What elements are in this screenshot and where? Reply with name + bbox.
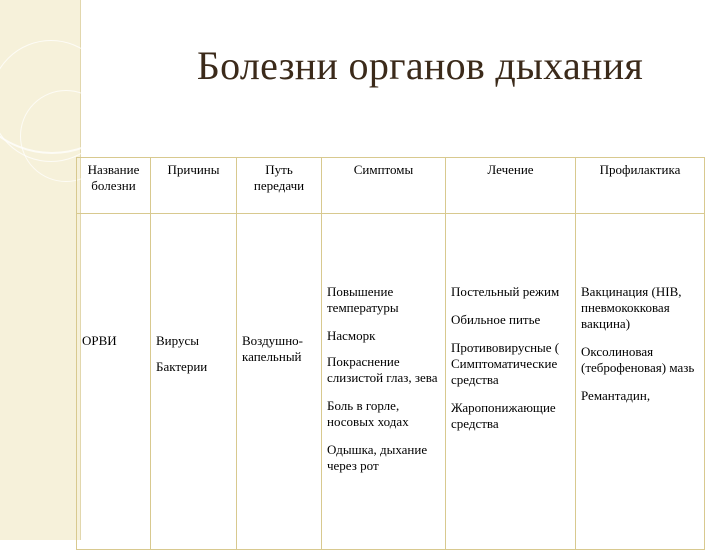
treatment-cell [446, 214, 576, 550]
header-causes: Причины [151, 158, 237, 214]
symptom-item: Одышка, дыхание через рот [327, 442, 428, 473]
causes-cell [151, 214, 237, 550]
disease-cell [77, 214, 151, 550]
disease-table [76, 157, 705, 550]
header-disease-name: Название болезни [77, 158, 151, 214]
header-symptoms: Симптомы [322, 158, 446, 214]
symptoms-cell [322, 214, 446, 550]
symptom-item: Повышение температуры [327, 284, 399, 315]
treatment-item: Симптоматические средства [451, 356, 558, 387]
header-treatment: Лечение [446, 158, 576, 214]
symptom-item: Боль в горле, носовых ходах [327, 398, 409, 429]
treatment-item: Жаропонижающие средства [451, 400, 556, 431]
prevention-item: Ремантадин, [581, 388, 651, 403]
table-row [77, 214, 705, 550]
transmission-cell [237, 214, 322, 550]
disease-name: ОРВИ [82, 333, 117, 348]
prevention-item: Вакцинация (HIB, пневмококковая вакцина) [581, 284, 682, 331]
treatment-item: Обильное питье [451, 312, 541, 327]
decorative-side-strip [0, 0, 81, 540]
header-prevention: Профилактика [576, 158, 705, 214]
cause-item: Вирусы [156, 333, 199, 348]
prevention-cell [576, 214, 705, 550]
transmission-route: Воздушно-капельный [242, 333, 303, 364]
prevention-item: Оксолиновая (теброфеновая) мазь [581, 344, 695, 375]
treatment-item: Постельный режим [451, 284, 560, 299]
cause-item: Бактерии [156, 359, 208, 374]
treatment-item: Противовирусные ( [451, 340, 560, 355]
symptom-item: Насморк [327, 328, 376, 343]
header-transmission: Путь передачи [237, 158, 322, 214]
table-header-row [77, 158, 705, 214]
symptom-item: Покраснение слизистой глаз, зева [327, 354, 438, 385]
slide-title: Болезни органов дыхания [196, 43, 644, 88]
